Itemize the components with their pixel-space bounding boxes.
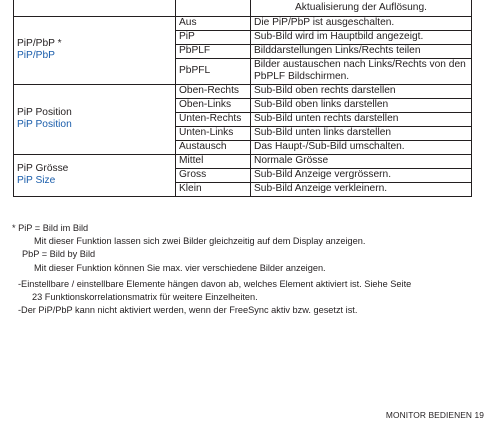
description-cell: Sub-Bild unten rechts darstellen [251, 112, 472, 126]
option-cell: Klein [176, 182, 251, 196]
table-cell-empty [14, 0, 176, 16]
table-row-top [14, 0, 472, 16]
description-cell: Das Haupt-/Sub-Bild umschalten. [251, 140, 472, 154]
option-cell: Unten-Rechts [176, 112, 251, 126]
menu-item-pip-position [14, 84, 176, 154]
option-cell: Gross [176, 168, 251, 182]
note-freesync: -Der PiP/PbP kann nicht aktiviert werden, wenn der FreeSync aktiv bzw. gesetzt ist. [18, 305, 358, 316]
menu-name-de: PiP/PbP * [17, 38, 62, 49]
option-cell: Unten-Links [176, 126, 251, 140]
description-cell: Normale Grösse [251, 154, 472, 168]
pip-settings-table [13, 0, 472, 197]
table-row [14, 84, 472, 98]
menu-name-en: PiP/PbP [17, 50, 55, 61]
table-cell-top-text: Aktualisierung der Auflösung. [251, 0, 472, 16]
page-footer: MONITOR BEDIENEN 19 [385, 410, 484, 420]
pbp-definition: PbP = Bild by Bild [22, 249, 96, 260]
table-cell-empty [176, 0, 251, 16]
menu-item-pip-pbp [14, 16, 176, 84]
description-cell: Sub-Bild Anzeige vergrössern. [251, 168, 472, 182]
option-cell: Aus [176, 16, 251, 30]
option-cell: Mittel [176, 154, 251, 168]
menu-name-en: PiP Size [17, 175, 56, 186]
description-cell: Bilder austauschen nach Links/Rechts von den PbPLF Bildschirmen. [251, 58, 472, 84]
description-cell: Die PiP/PbP ist ausgeschalten. [251, 16, 472, 30]
note-settings-dependency: -Einstellbare / einstellbare Elemente hängen davon ab, welches Element aktiviert ist. Siehe Seite [18, 278, 412, 289]
pbp-description: Mit dieser Funktion können Sie max. vier verschiedene Bilder anzeigen. [34, 262, 326, 273]
option-cell: PiP [176, 30, 251, 44]
option-cell: Austausch [176, 140, 251, 154]
description-cell: Bilddarstellungen Links/Rechts teilen [251, 44, 472, 58]
footnotes [12, 222, 490, 317]
note-settings-dependency-cont: 23 Funktionskorrelationsmatrix für weitere Einzelheiten. [32, 292, 258, 303]
option-cell: Oben-Rechts [176, 84, 251, 98]
menu-name-en: PiP Position [17, 119, 72, 130]
description-cell: Sub-Bild oben links darstellen [251, 98, 472, 112]
option-cell: PbPFL [176, 58, 251, 84]
menu-item-pip-size [14, 154, 176, 196]
option-cell: PbPLF [176, 44, 251, 58]
description-cell: Sub-Bild unten links darstellen [251, 126, 472, 140]
menu-name-de: PiP Grösse [17, 163, 69, 174]
table-row [14, 16, 472, 30]
option-cell: Oben-Links [176, 98, 251, 112]
menu-name-de: PiP Position [17, 107, 72, 118]
table-row [14, 154, 472, 168]
pip-definition: * PiP = Bild im Bild [12, 223, 89, 233]
description-cell: Sub-Bild wird im Hauptbild angezeigt. [251, 30, 472, 44]
description-cell: Sub-Bild Anzeige verkleinern. [251, 182, 472, 196]
pip-description: Mit dieser Funktion lassen sich zwei Bilder gleichzeitig auf dem Display anzeigen. [34, 236, 366, 247]
description-cell: Sub-Bild oben rechts darstellen [251, 84, 472, 98]
